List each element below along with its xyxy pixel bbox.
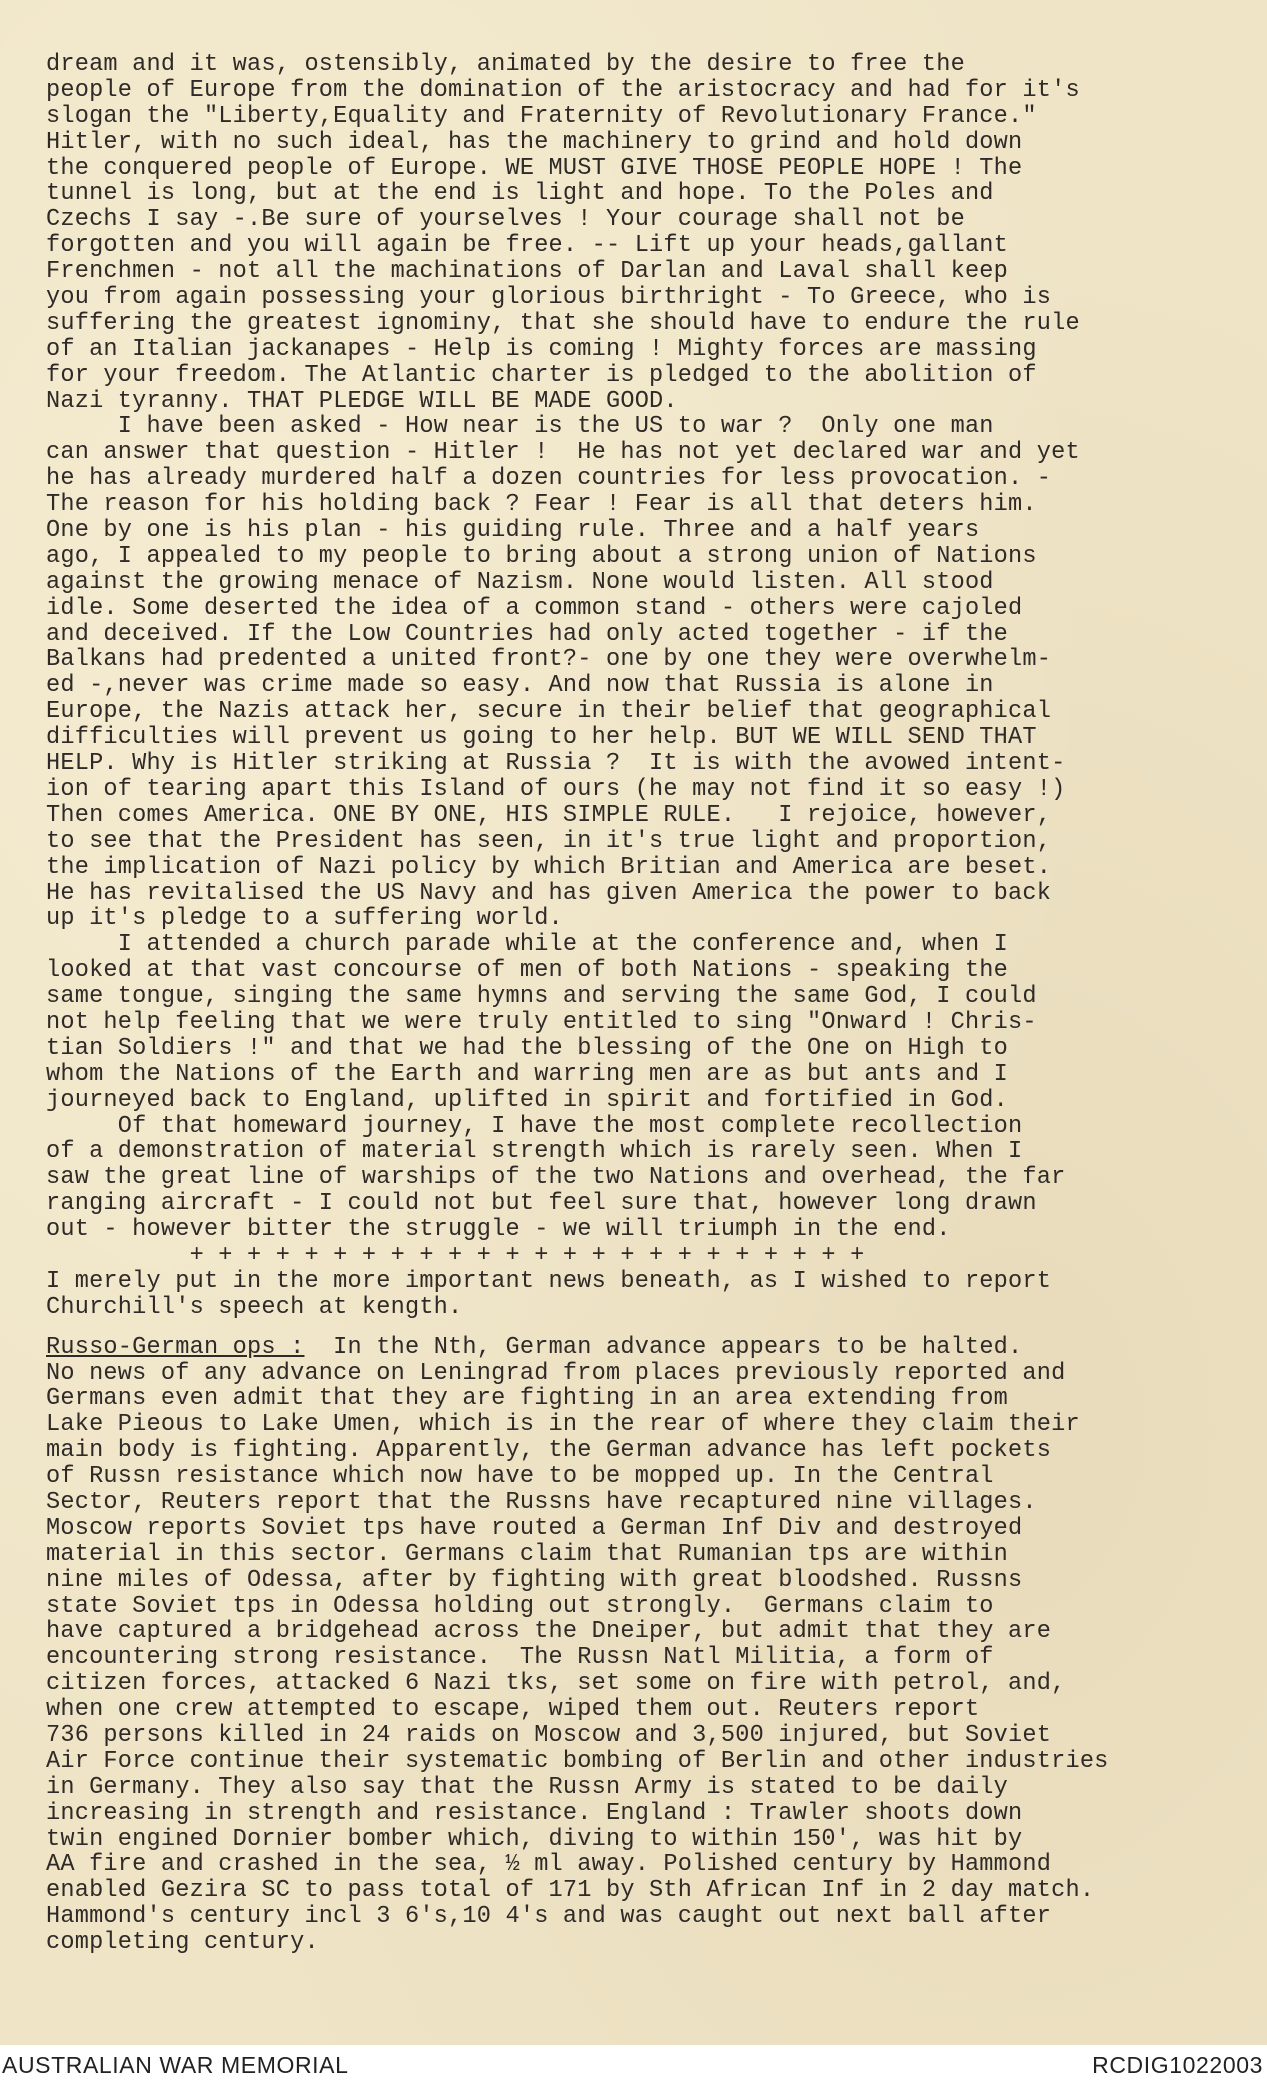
- text-line: for your freedom. The Atlantic charter is pledged to the abolition of: [46, 361, 1037, 389]
- text-line: he has already murdered half a dozen countries for less provocation. -: [46, 465, 1052, 493]
- text-line: citizen forces, attacked 6 Nazi tks, set some on fire with petrol, and,: [46, 1670, 1066, 1698]
- text-line: you from again possessing your glorious birthright - To Greece, who is: [46, 284, 1052, 312]
- text-line: 736 persons killed in 24 raids on Moscow and 3,500 injured, but Soviet: [46, 1722, 1052, 1749]
- text-line: not help feeling that we were truly entitled to sing "Onward ! Chris-: [46, 1008, 1037, 1036]
- text-line: twin engined Dornier bomber which, diving to within 150', was hit by: [46, 1825, 1023, 1853]
- text-line: Balkans had predented a united front?- one by one they were overwhelm-: [46, 646, 1052, 674]
- text-line: + + + + + + + + + + + + + + + + + + + + + + + +: [46, 1241, 865, 1269]
- footer-institution: AUSTRALIAN WAR MEMORIAL: [2, 2052, 349, 2078]
- text-line: up it's pledge to a suffering world.: [46, 905, 563, 933]
- text-line: of a demonstration of material strength which is rarely seen. When I: [46, 1138, 1023, 1166]
- text-line: nine miles of Odessa, after by fighting with great bloodshed. Russns: [46, 1566, 1023, 1594]
- text-line: and deceived. If the Low Countries had only acted together - if the: [46, 620, 1009, 648]
- text-line: Moscow reports Soviet tps have routed a German Inf Div and destroyed: [46, 1514, 1023, 1542]
- text-line: completing century.: [46, 1929, 319, 1957]
- text-line: Frenchmen - not all the machinations of Darlan and Laval shall keep: [46, 258, 1009, 286]
- section-heading: Russo-German ops :: [46, 1333, 305, 1361]
- speech-report-block: [46, 52, 1196, 1321]
- text-line: Sector, Reuters report that the Russns have recaptured nine villages.: [46, 1488, 1037, 1516]
- text-line: No news of any advance on Leningrad from places previously reported and: [46, 1359, 1066, 1387]
- text-line: whom the Nations of the Earth and warring men are as but ants and I: [46, 1060, 1009, 1088]
- text-line: same tongue, singing the same hymns and serving the same God, I could: [46, 983, 1037, 1011]
- text-line: I attended a church parade while at the conference and, when I: [46, 931, 1009, 959]
- text-line: HELP. Why is Hitler striking at Russia ? It is with the avowed intent-: [46, 750, 1066, 778]
- text-line: state Soviet tps in Odessa holding out strongly. Germans claim to: [46, 1592, 994, 1620]
- text-line: Lake Pieous to Lake Umen, which is in the rear of where they claim their: [46, 1411, 1080, 1439]
- text-line: forgotten and you will again be free. -- Lift up your heads,gallant: [46, 232, 1009, 260]
- text-line: ion of tearing apart this Island of ours (he may not find it so easy !): [46, 775, 1066, 803]
- text-line: dream and it was, ostensibly, animated by the desire to free the: [46, 51, 965, 78]
- text-line: people of Europe from the domination of the aristocracy and had for it's: [46, 76, 1080, 104]
- text-line: can answer that question - Hitler ! He has not yet declared war and yet: [46, 439, 1080, 467]
- text-line: ago, I appealed to my people to bring about a strong union of Nations: [46, 542, 1037, 570]
- archive-footer: [0, 2045, 1267, 2082]
- text-line: to see that the President has seen, in it's true light and proportion,: [46, 827, 1052, 855]
- text-line: tunnel is long, but at the end is light and hope. To the Poles and: [46, 180, 994, 208]
- typed-text-body: [46, 52, 1196, 1956]
- text-line: increasing in strength and resistance. England : Trawler shoots down: [46, 1799, 1023, 1827]
- text-line: suffering the greatest ignominy, that she should have to endure the rule: [46, 309, 1080, 337]
- text-line: out - however bitter the struggle - we will triumph in the end.: [46, 1216, 951, 1244]
- text-line: journeyed back to England, uplifted in spirit and fortified in God.: [46, 1086, 1009, 1114]
- text-line: One by one is his plan - his guiding rule. Three and a half years: [46, 517, 980, 545]
- text-line: Czechs I say -.Be sure of yourselves ! Your courage shall not be: [46, 206, 965, 234]
- text-line: tian Soldiers !" and that we had the blessing of the One on High to: [46, 1034, 1009, 1062]
- text-line: against the growing menace of Nazism. None would listen. All stood: [46, 568, 994, 596]
- text-line: difficulties will prevent us going to her help. BUT WE WILL SEND THAT: [46, 724, 1037, 752]
- text-line: saw the great line of warships of the two Nations and overhead, the far: [46, 1164, 1066, 1192]
- text-line: Of that homeward journey, I have the most complete recollection: [46, 1112, 1023, 1140]
- text-line: The reason for his holding back ? Fear ! Fear is all that deters him.: [46, 491, 1037, 519]
- text-line: I merely put in the more important news beneath, as I wished to report: [46, 1267, 1052, 1295]
- text-line: Nazi tyranny. THAT PLEDGE WILL BE MADE GOOD.: [46, 387, 678, 415]
- text-line: the implication of Nazi policy by which Britian and America are beset.: [46, 853, 1052, 881]
- text-line: Air Force continue their systematic bombing of Berlin and other industries: [46, 1747, 1109, 1775]
- text-line: looked at that vast concourse of men of both Nations - speaking the: [46, 957, 1009, 985]
- russo-german-ops-block: [46, 1361, 1196, 1956]
- text-line: material in this sector. Germans claim that Rumanian tps are within: [46, 1540, 1009, 1568]
- text-line: Germans even admit that they are fighting in an area extending from: [46, 1385, 1009, 1413]
- text-line: slogan the "Liberty,Equality and Fraternity of Revolutionary France.": [46, 102, 1037, 130]
- text-line: when one crew attempted to escape, wiped them out. Reuters report: [46, 1696, 980, 1724]
- text-line: Then comes America. ONE BY ONE, HIS SIMPLE RULE. I rejoice, however,: [46, 801, 1052, 829]
- text-line: idle. Some deserted the idea of a common stand - others were cajoled: [46, 594, 1023, 622]
- text-line: ed -,never was crime made so easy. And now that Russia is alone in: [46, 672, 994, 700]
- text-line: encountering strong resistance. The Russn Natl Militia, a form of: [46, 1644, 994, 1672]
- text-line: of an Italian jackanapes - Help is coming ! Mighty forces are massing: [46, 335, 1037, 363]
- text-line: Europe, the Nazis attack her, secure in their belief that geographical: [46, 698, 1052, 726]
- section-heading-line: [46, 1335, 1196, 1361]
- text-line: in Germany. They also say that the Russn Army is stated to be daily: [46, 1773, 1009, 1801]
- text-line: Hitler, with no such ideal, has the machinery to grind and hold down: [46, 128, 1023, 156]
- text-line: ranging aircraft - I could not but feel sure that, however long drawn: [46, 1190, 1037, 1218]
- text-line: He has revitalised the US Navy and has given America the power to back: [46, 879, 1052, 907]
- text-line: AA fire and crashed in the sea, ½ ml away. Polished century by Hammond: [46, 1851, 1052, 1879]
- text-line: have captured a bridgehead across the Dneiper, but admit that they are: [46, 1618, 1052, 1646]
- text-line: enabled Gezira SC to pass total of 171 by Sth African Inf in 2 day match.: [46, 1877, 1095, 1905]
- text-line: Churchill's speech at kength.: [46, 1293, 463, 1321]
- text-line: Hammond's century incl 3 6's,10 4's and was caught out next ball after: [46, 1903, 1052, 1931]
- text-line: main body is fighting. Apparently, the German advance has left pockets: [46, 1437, 1052, 1465]
- section-heading-rest: In the Nth, German advance appears to be halted.: [304, 1333, 1023, 1361]
- paragraph-gap: [46, 1321, 1196, 1335]
- text-line: of Russn resistance which now have to be mopped up. In the Central: [46, 1463, 994, 1491]
- text-line: the conquered people of Europe. WE MUST GIVE THOSE PEOPLE HOPE ! The: [46, 154, 1023, 182]
- text-line: I have been asked - How near is the US to war ? Only one man: [46, 413, 994, 441]
- footer-record-id: RCDIG1022003: [1092, 2052, 1263, 2078]
